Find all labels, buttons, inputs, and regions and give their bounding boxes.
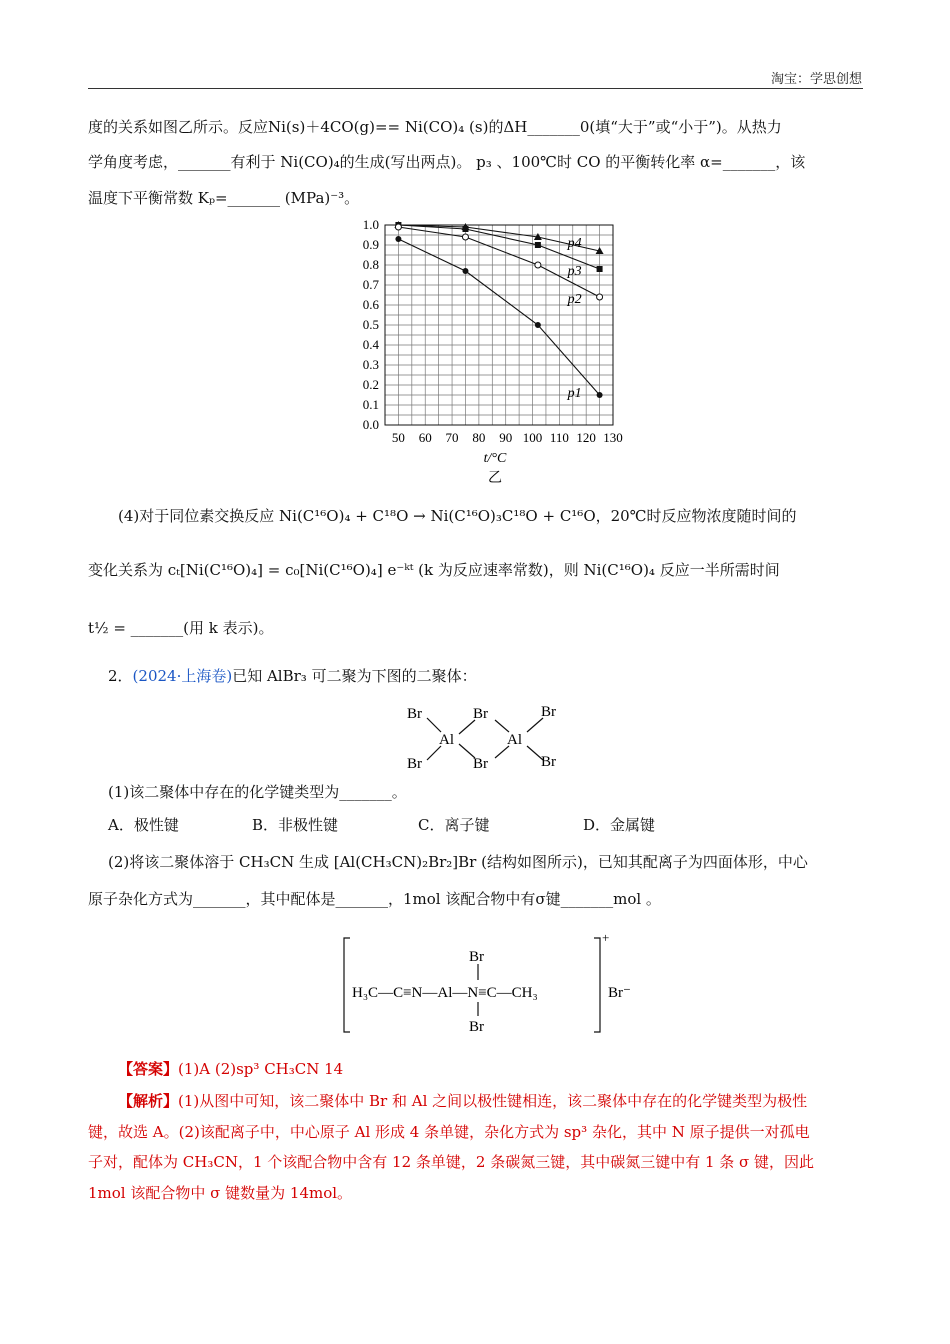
option-d[interactable]: D．金属键 — [583, 816, 656, 834]
y-tick-label: 0.9 — [362, 237, 379, 252]
y-tick-label: 0.5 — [362, 317, 379, 332]
y-tick-label: 0.6 — [362, 297, 379, 312]
q2-source-link[interactable]: (2024·上海卷) — [132, 667, 233, 685]
analysis-label: 【解析】 — [118, 1092, 179, 1110]
option-a[interactable]: A．极性键 — [108, 816, 179, 834]
dimer-br-bridge-top: Br — [473, 706, 488, 722]
q2-sub1: (1)该二聚体中存在的化学键类型为_______。 — [108, 783, 407, 801]
x-tick-label: 60 — [418, 430, 432, 445]
q1-line-3: 温度下平衡常数 Kₚ=_______ (MPa)⁻³。 — [88, 189, 360, 207]
complex-br-bottom: Br — [469, 1019, 484, 1035]
option-c[interactable]: C．离子键 — [418, 816, 490, 834]
point-p3 — [462, 226, 468, 232]
dimer-br-top-left: Br — [407, 706, 422, 722]
y-tick-label: 1.0 — [362, 217, 379, 232]
complex-br-top: Br — [469, 949, 484, 965]
point-p1 — [462, 268, 468, 274]
dimer-al-left: Al — [439, 732, 454, 748]
series-label-p4: p4 — [567, 236, 582, 251]
chart-x-axis-label: t/°C — [483, 451, 507, 466]
complex-charge: + — [602, 930, 610, 945]
analysis-line-1 — [118, 1091, 898, 1111]
q2-intro — [108, 666, 888, 686]
answer-text: (1)A (2)sp³ CH₃CN 14 — [178, 1060, 344, 1078]
y-tick-label: 0.8 — [362, 257, 379, 272]
x-tick-label: 100 — [522, 430, 543, 445]
chart-axes — [363, 217, 623, 445]
series-label-p2: p2 — [567, 292, 582, 307]
q2-sub2-line-2: 原子杂化方式为_______，其中配体是_______，1mol 该配合物中有σ键_______mol 。 — [88, 890, 661, 908]
header-divider — [88, 88, 863, 89]
series-label-p3: p3 — [567, 264, 582, 279]
complex-structure — [340, 928, 645, 1040]
q1-line-2b: p₃ 、100℃时 CO 的平衡转化率 α=_______，该 — [476, 153, 806, 171]
complex-chain: H₃C—C≡N—Al—N≡C—CH₃ — [352, 985, 538, 1001]
series-label-p1: p1 — [567, 386, 582, 401]
point-p2 — [395, 224, 401, 230]
equilibrium-chart — [345, 210, 645, 490]
analysis-line-2: 键，故选 A。(2)该配离子中，中心原子 Al 形成 4 条单键，杂化方式为 sp³ 杂化，其中 N 原子提供一对孤电 — [88, 1123, 810, 1141]
point-p1 — [597, 392, 603, 398]
albr3-dimer-structure — [395, 696, 585, 776]
x-tick-label: 120 — [576, 430, 596, 445]
x-tick-label: 70 — [445, 430, 459, 445]
y-tick-label: 0.4 — [362, 337, 379, 352]
q2-sub2-line-1: (2)将该二聚体溶于 CH₃CN 生成 [Al(CH₃CN)₂Br₂]Br (结构如图所示)，已知其配离子为四面体形，中心 — [108, 853, 808, 871]
dimer-br-bottom-right: Br — [541, 754, 556, 770]
y-tick-label: 0.3 — [362, 357, 379, 372]
y-tick-label: 0.0 — [362, 417, 379, 432]
point-p1 — [535, 322, 541, 328]
answer-line — [118, 1059, 898, 1079]
point-p2 — [535, 262, 541, 268]
dimer-br-bridge-bottom: Br — [473, 756, 488, 772]
q1-line-2 — [88, 152, 868, 172]
x-tick-label: 50 — [391, 430, 405, 445]
x-tick-label: 130 — [603, 430, 623, 445]
complex-counter-ion: Br⁻ — [608, 985, 631, 1001]
q1-part4-line-1: (4)对于同位素交换反应 Ni(C¹⁶O)₄ + C¹⁸O → Ni(C¹⁶O)₃C¹⁸O + C¹⁶O，20℃时反应物浓度随时间的 — [118, 507, 797, 525]
point-p3 — [535, 242, 541, 248]
q1-line-2a: 学角度考虑，_______有利于 Ni(CO)₄的生成(写出两点)。 — [88, 153, 472, 171]
x-tick-label: 90 — [499, 430, 513, 445]
header-shop-name: 淘宝：学思创想 — [770, 72, 862, 87]
analysis-line-4: 1mol 该配合物中 σ 键数量为 14mol。 — [88, 1184, 353, 1202]
analysis-text-1: (1)从图中可知，该二聚体中 Br 和 Al 之间以极性键相连，该二聚体中存在的化学键类型为极性 — [178, 1092, 808, 1110]
analysis-line-3: 子对，配体为 CH₃CN，1 个该配合物中含有 12 条单键，2 条碳氮三键，其中碳氮三键中有 1 条 σ 键，因此 — [88, 1153, 815, 1171]
x-tick-label: 80 — [472, 430, 486, 445]
q2-number: 2． — [108, 667, 133, 685]
chart-title: 乙 — [488, 471, 502, 486]
series-line-p1 — [398, 239, 599, 395]
point-p1 — [395, 236, 401, 242]
answer-label: 【答案】 — [118, 1060, 179, 1078]
dimer-br-bottom-left: Br — [407, 756, 422, 772]
point-p3 — [597, 266, 603, 272]
q1-part4-line-2: 变化关系为 cₜ[Ni(C¹⁶O)₄] = c₀[Ni(C¹⁶O)₄] e⁻ᵏᵗ (k 为反应速率常数)，则 Ni(C¹⁶O)₄ 反应一半所需时间 — [88, 561, 780, 579]
y-tick-label: 0.2 — [362, 377, 379, 392]
y-tick-label: 0.7 — [362, 277, 379, 292]
q1-part4-line-3: t½ = _______(用 k 表示)。 — [88, 619, 274, 637]
q2-intro-text: 已知 AlBr₃ 可二聚为下图的二聚体： — [232, 667, 477, 685]
dimer-al-right: Al — [507, 732, 522, 748]
y-tick-label: 0.1 — [362, 397, 379, 412]
point-p2 — [462, 234, 468, 240]
option-b[interactable]: B．非极性键 — [252, 816, 339, 834]
point-p2 — [597, 294, 603, 300]
dimer-br-top-right: Br — [541, 704, 556, 720]
q1-line-1: 度的关系如图乙所示。反应Ni(s)＋4CO(g)== Ni(CO)₄ (s)的ΔH_______0(填“大于”或“小于”)。从热力 — [88, 118, 782, 136]
x-tick-label: 110 — [549, 430, 569, 445]
